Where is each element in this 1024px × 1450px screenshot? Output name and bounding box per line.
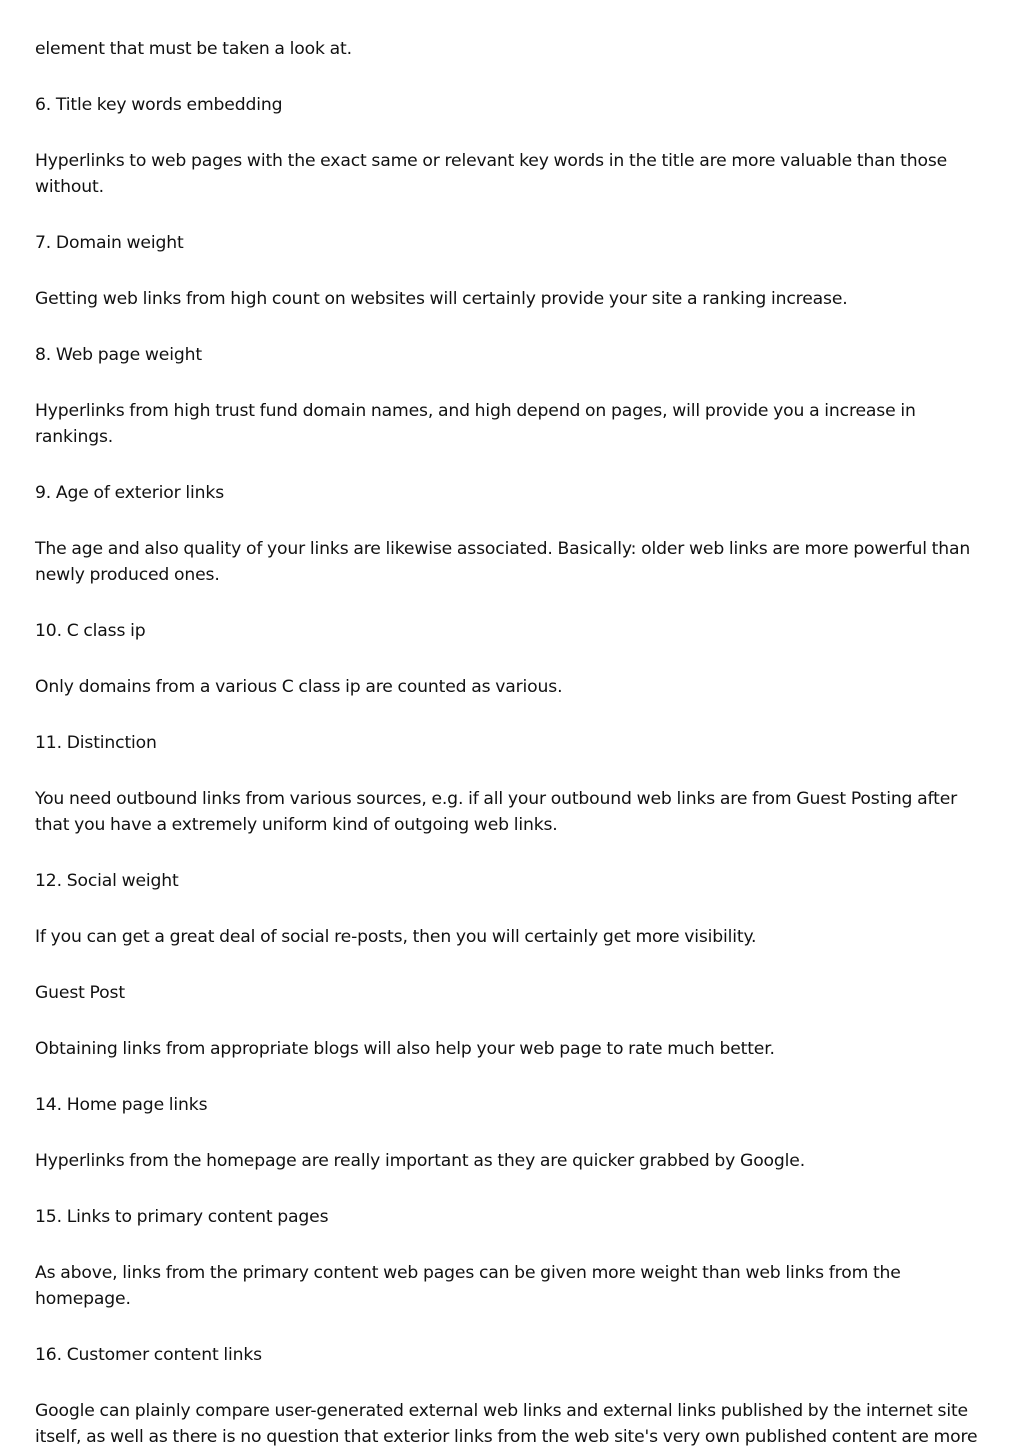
paragraph-c-class-ip: Only domains from a various C class ip are counted as various. [35, 677, 563, 697]
paragraph-web-page-weight: Hyperlinks from high trust fund domain names, and high depend on pages, will provide you a increase in rankings. [35, 401, 916, 447]
heading-domain-weight: 7. Domain weight [35, 233, 184, 253]
paragraph-domain-weight: Getting web links from high count on websites will certainly provide your site a ranking increase. [35, 289, 848, 309]
heading-web-page-weight: 8. Web page weight [35, 345, 202, 365]
paragraph-primary-content-links: As above, links from the primary content web pages can be given more weight than web links from the homepage. [35, 1263, 901, 1309]
heading-customer-content-links: 16. Customer content links [35, 1345, 262, 1365]
paragraph-distinction: You need outbound links from various sources, e.g. if all your outbound web links are from Guest Posting after that you have a extremely uniform kind of outgoing web links. [35, 789, 958, 835]
heading-distinction: 11. Distinction [35, 733, 157, 753]
heading-social-weight: 12. Social weight [35, 871, 179, 891]
paragraph-social-weight: If you can get a great deal of social re-posts, then you will certainly get more visibility. [35, 927, 757, 947]
heading-c-class-ip: 10. C class ip [35, 621, 146, 641]
paragraph-age-of-links: The age and also quality of your links are likewise associated. Basically: older web links are more powerful than newly produced ones. [35, 539, 971, 585]
heading-guest-post: Guest Post [35, 983, 125, 1003]
heading-age-of-links: 9. Age of exterior links [35, 483, 224, 503]
paragraph-home-page-links: Hyperlinks from the homepage are really important as they are quicker grabbed by Google. [35, 1151, 806, 1171]
paragraph-continuation: element that must be taken a look at. [35, 39, 352, 59]
paragraph-title-keywords: Hyperlinks to web pages with the exact same or relevant key words in the title are more valuable than those without. [35, 151, 948, 197]
paragraph-customer-content-links: Google can plainly compare user-generated external web links and external links published by the internet site itself, as well as there is no question that exterior links from the web site's very own published content are more [35, 1401, 978, 1447]
heading-primary-content-links: 15. Links to primary content pages [35, 1207, 329, 1227]
paragraph-guest-post: Obtaining links from appropriate blogs will also help your web page to rate much better. [35, 1039, 775, 1059]
heading-home-page-links: 14. Home page links [35, 1095, 208, 1115]
heading-title-keywords: 6. Title key words embedding [35, 95, 283, 115]
